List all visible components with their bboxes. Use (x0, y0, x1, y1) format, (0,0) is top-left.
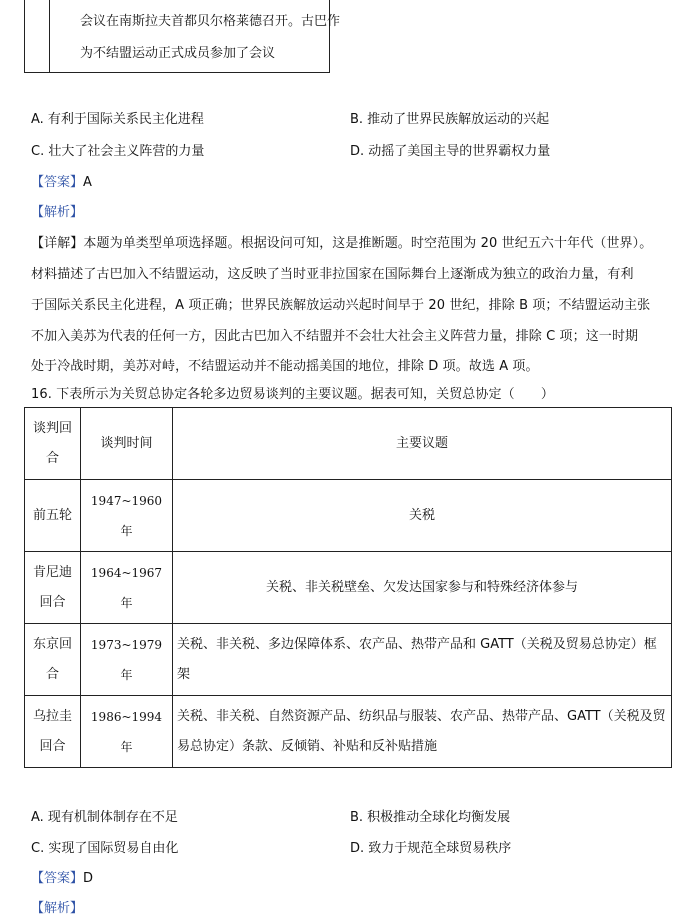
q15-detail-line-5: 处于冷战时期，美苏对峙，不结盟运动并不能动摇美国的地位，排除 D 项。故选 A 项。 (31, 359, 539, 374)
q15-detail-line-3: 于国际关系民主化进程，A 项正确；世界民族解放运动兴起时间早于 20 世纪，排除 B 项；不结盟运动主张 (31, 298, 651, 313)
q15-detail-line-2: 材料描述了古巴加入不结盟运动，这反映了当时亚非拉国家在国际舞台上逐渐成为独立的政治力量，有利 (31, 267, 634, 282)
cell-topic: 关税、非关税壁垒、欠发达国家参与和特殊经济体参与 (173, 552, 672, 624)
q16-option-c[interactable]: C. 实现了国际贸易自由化 (31, 841, 179, 856)
cell-time: 1973~1979年 (81, 624, 173, 696)
negotiation-table (24, 407, 672, 768)
q15-detail-line-1 (31, 232, 652, 251)
q16-answer-tag: 【答案】 (31, 871, 84, 886)
cell-topic: 关税、非关税、自然资源产品、纺织品与服装、农产品、热带产品、GATT（关税及贸易总协定）条款、反倾销、补贴和反补贴措施 (173, 696, 672, 768)
q16-stem: 16. 下表所示为关贸总协定各轮多边贸易谈判的主要议题。据表可知，关贸总协定（ ） (31, 387, 555, 402)
q15-answer-value: A (83, 175, 92, 190)
q15-analysis-tag: 【解析】 (31, 205, 84, 220)
cell-round: 东京回合 (25, 624, 81, 696)
q15-option-c[interactable]: C. 壮大了社会主义阵营的力量 (31, 144, 205, 159)
q15-option-a[interactable]: A. 有利于国际关系民主化进程 (31, 112, 204, 127)
q15-answer (31, 171, 92, 190)
cell-topic: 关税、非关税、多边保障体系、农产品、热带产品和 GATT（关税及贸易总协定）框架 (173, 624, 672, 696)
header-topic: 主要议题 (173, 408, 672, 480)
cell-topic: 关税 (173, 480, 672, 552)
q15-detail-text-1: 本题为单类型单项选择题。根据设问可知，这是推断题。时空范围为 20 世纪五六十年代（世界）。 (83, 236, 653, 251)
table-row (25, 624, 672, 696)
header-time: 谈判时间 (81, 408, 173, 480)
q16-option-d[interactable]: D. 致力于规范全球贸易秩序 (350, 841, 512, 856)
material-table-fragment (24, 0, 341, 73)
table-row (25, 552, 672, 624)
material-line-1: 会议在南斯拉夫首都贝尔格莱德召开。古巴作 (80, 14, 341, 29)
q15-answer-tag: 【答案】 (31, 175, 84, 190)
q16-option-a[interactable]: A. 现有机制体制存在不足 (31, 810, 178, 825)
material-line-2: 为不结盟运动正式成员参加了会议 (80, 46, 276, 61)
material-cell (49, 0, 341, 72)
q15-detail-tag: 【详解】 (31, 236, 84, 251)
cell-time: 1986~1994年 (81, 696, 173, 768)
cell-round: 前五轮 (25, 480, 81, 552)
q16-answer (31, 867, 93, 886)
q16-option-b[interactable]: B. 积极推动全球化均衡发展 (350, 810, 511, 825)
cell-time: 1964~1967年 (81, 552, 173, 624)
q15-detail-line-4: 不加入美苏为代表的任何一方，因此古巴加入不结盟并不会壮大社会主义阵营力量，排除 C 项；这一时期 (31, 329, 639, 344)
cell-round: 乌拉圭回合 (25, 696, 81, 768)
table-row (25, 696, 672, 768)
q15-option-d[interactable]: D. 动摇了美国主导的世界霸权力量 (350, 144, 551, 159)
cell-time: 1947~1960年 (81, 480, 173, 552)
cell-round: 肯尼迪回合 (25, 552, 81, 624)
q16-analysis-tag: 【解析】 (31, 901, 84, 916)
table-header-row (25, 408, 672, 480)
table-row (25, 480, 672, 552)
q16-answer-value: D (83, 871, 94, 886)
header-round: 谈判回合 (25, 408, 81, 480)
q15-option-b[interactable]: B. 推动了世界民族解放运动的兴起 (350, 112, 550, 127)
